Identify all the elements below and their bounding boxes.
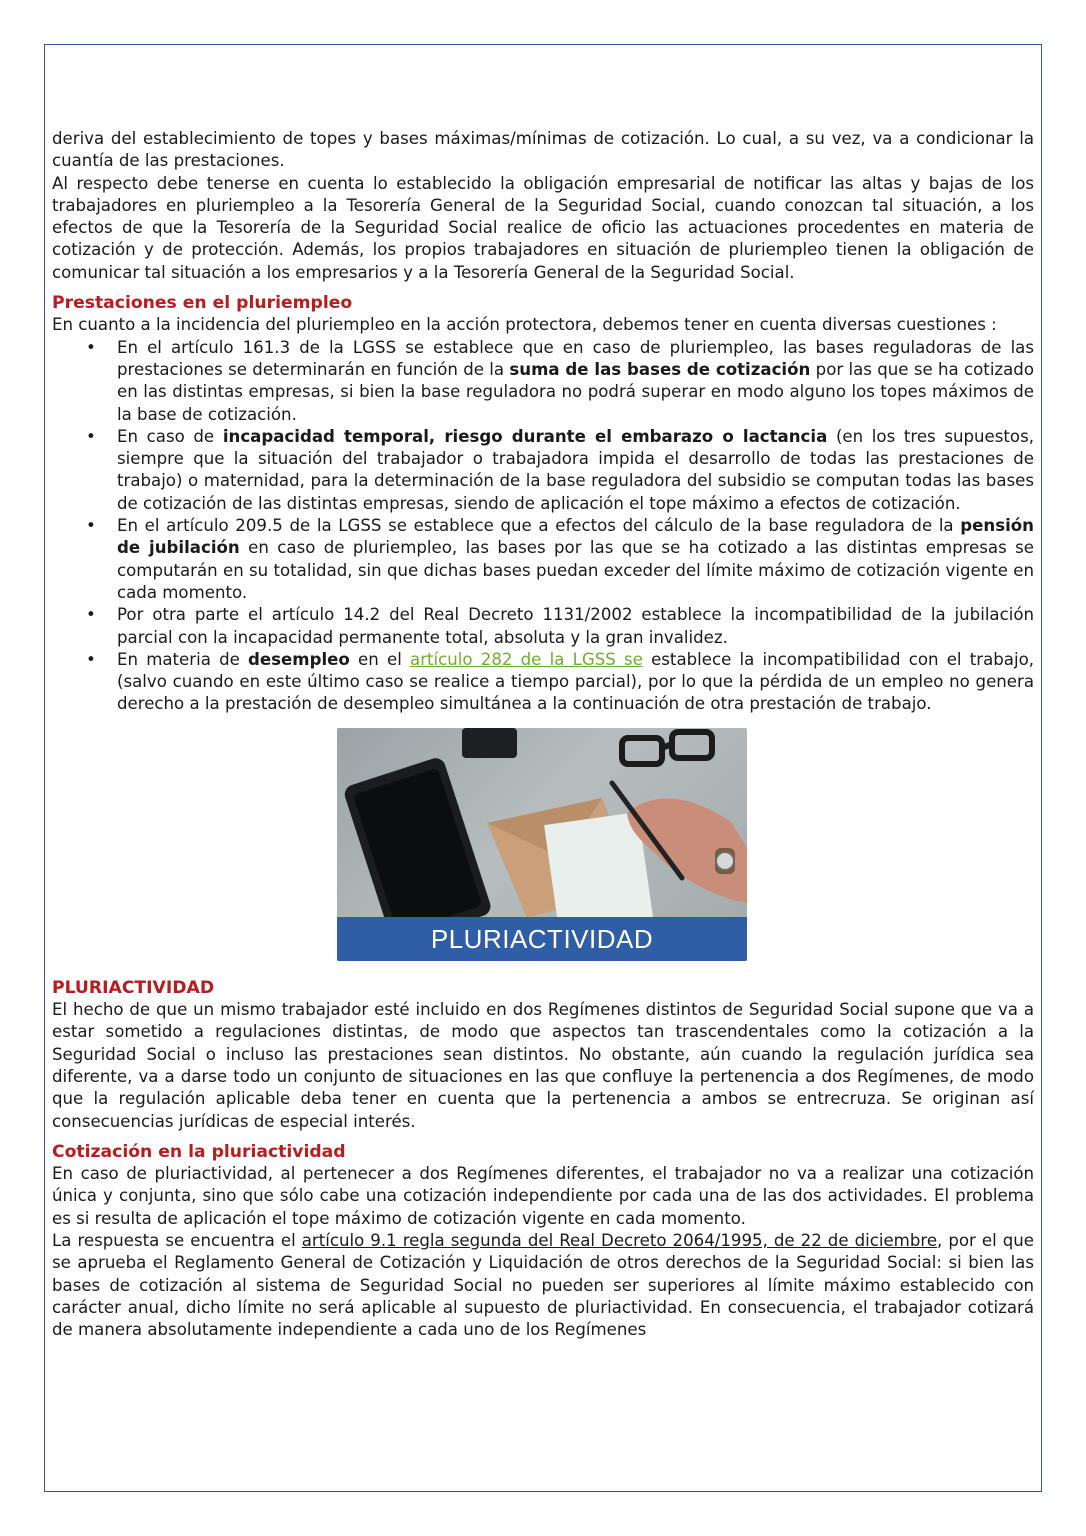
image-banner-text: PLURIACTIVIDAD [337,917,747,961]
intro-paragraph-1: deriva del establecimiento de topes y bases máximas/mínimas de cotización. Lo cual, a su vez, va a condicionar la cuantía de las prestaciones. [52,129,1034,171]
lgss-282-link[interactable]: artículo 282 de la LGSS se [410,649,643,669]
list-item: • En el artículo 209.5 de la LGSS se establece que a efectos del cálculo de la base reguladora de la pensión de jubilación en caso de pluriempleo, las bases por las que se ha cotizado a las distintas empresas se computarán en su totalidad, sin que dichas bases puedan exceder del límite máximo de cotización vigente en cada momento. [117,515,1034,604]
list-item: • En el artículo 161.3 de la LGSS se establece que en caso de pluriempleo, las bases reguladoras de las prestaciones se determinarán en función de la suma de las bases de cotización por las que se ha cotizado en las distintas empresas, si bien la base reguladora no podrá superar en modo alguno los topes máximos de la base de cotización. [117,337,1034,426]
prestaciones-intro: En cuanto a la incidencia del pluriempleo en la acción protectora, debemos tener en cuenta diversas cuestiones : [52,315,997,335]
cotizacion-paragraph-2: La respuesta se encuentra el artículo 9.1 regla segunda del Real Decreto 2064/1995, de 22 de diciembre, por el que se aprueba el Reglamento General de Cotización y Liquidación de otros derechos de la Seguridad Social: si bien las bases de cotización al sistema de Seguridad Social no pueden ser superiores al límite máximo establecido con carácter anual, dicho límite no será aplicable al supuesto de pluriactividad. En consecuencia, el trabajador cotizará de manera absolutamente independiente a cada uno de los Regímenes [52,1230,1034,1340]
pluriactividad-paragraph: El hecho de que un mismo trabajador esté incluido en dos Regímenes distintos de Seguridad Social supone que va a estar sometido a regulaciones distintas, de modo que aspectos tan trascendentales como la cotización a la Seguridad Social o incluso las prestaciones sean distintos. No obstante, aún cuando la regulación jurídica sea diferente, va a darse todo un conjunto de situaciones en las que confluye la pertenencia a dos Regímenes, de modo que la regulación aplicable deba tener en cuenta que la pertenencia a ambos se entrecruza. Se originan así consecuencias jurídicas de especial interés. [52,1000,1034,1131]
intro-paragraph-2: Al respecto debe tenerse en cuenta lo establecido la obligación empresarial de notificar las altas y bajas de los trabajadores en pluriempleo a la Tesorería General de la Seguridad Social, cuando conozcan tal situación, a los efectos de que la Tesorería de la Seguridad Social realice de oficio las actuaciones procedentes en materia de cotización y de protección. Además, los propios trabajadores en situación de pluriempleo tienen la obligación de comunicar tal situación a los empresarios y a la Tesorería General de la Seguridad Social. [52,173,1034,282]
list-item: • Por otra parte el artículo 14.2 del Real Decreto 1131/2002 establece la incompatibilidad de la jubilación parcial con la incapacidad permanente total, absoluta y la gran invalidez. [117,604,1034,649]
list-item: • En caso de incapacidad temporal, riesgo durante el embarazo o lactancia (en los tres supuestos, siempre que la situación del trabajador o trabajadora impida el desarrollo de todas las prestaciones de trabajo) o maternidad, para la determinación de la base reguladora del subsidio se computan todas las bases de cotización de las distintas empresas, siendo de aplicación el tope máximo a efectos de cotización. [117,426,1034,515]
section-heading-cotizacion: Cotización en la pluriactividad [52,1141,346,1162]
prestaciones-list [52,337,1034,716]
pluriactividad-image [337,728,747,961]
phone-icon [462,728,517,758]
list-item: • En materia de desempleo en el artículo 282 de la LGSS se establece la incompatibilidad con el trabajo, (salvo cuando en este último caso se realice a tiempo parcial), por lo que la pérdida de un empleo no genera derecho a la prestación de desempleo simultánea a la continuación de otra prestación de trabajo. [117,649,1034,716]
section-heading-prestaciones: Prestaciones en el pluriempleo [52,293,353,314]
section-heading-pluriactividad: PLURIACTIVIDAD [52,977,215,998]
glasses-icon [622,732,712,764]
real-decreto-2064-link[interactable]: artículo 9.1 regla segunda del Real Decreto 2064/1995, de 22 de diciembre [301,1230,938,1250]
cotizacion-paragraph-1: En caso de pluriactividad, al pertenecer a dos Regímenes diferentes, el trabajador no va a realizar una cotización única y conjunta, sino que sólo cabe una cotización independiente por cada una de las dos actividades. El problema es si resulta de aplicación el tope máximo de cotización vigente en cada momento. [52,1164,1034,1228]
document-body [52,128,1034,1341]
